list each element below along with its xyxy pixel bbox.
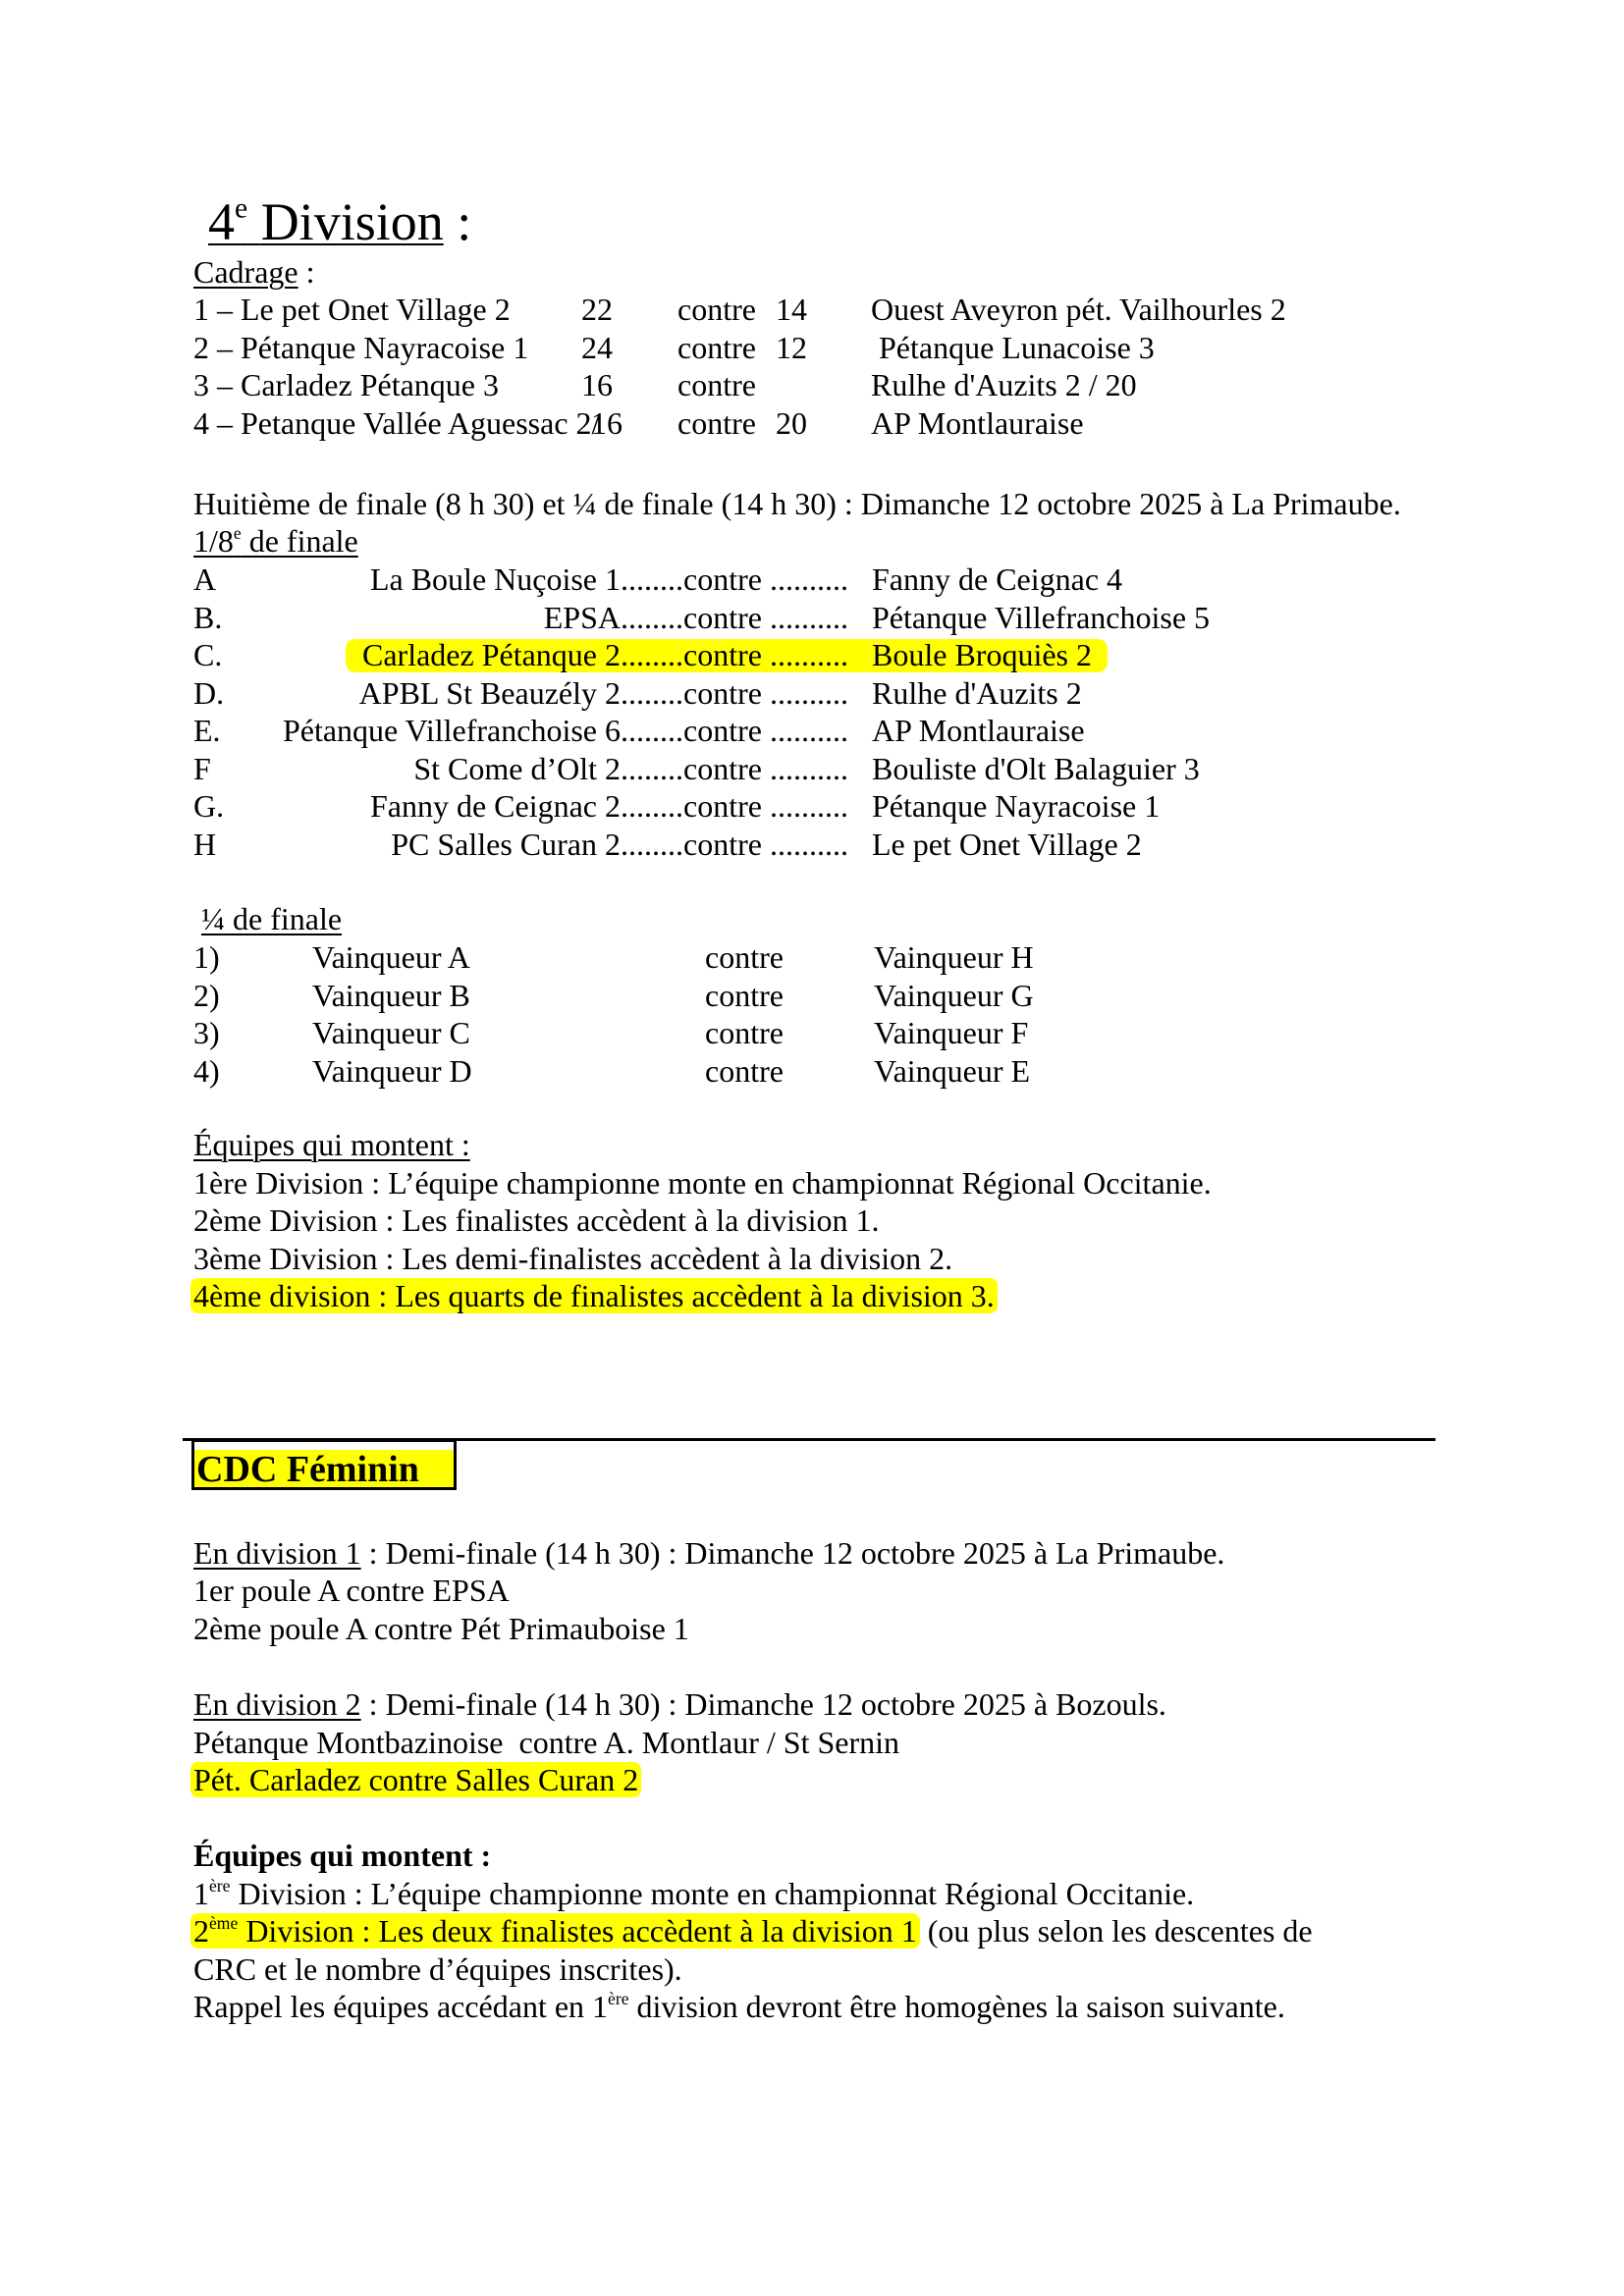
- cdc-promotion-label: Équipes qui montent :: [193, 1838, 492, 1873]
- cadrage-score: 16: [591, 404, 623, 441]
- cdc-div1-label: En division 1: [193, 1535, 361, 1571]
- cadrage-opponent: AP Montlauraise: [871, 404, 1084, 441]
- cdc-title: CDC Féminin: [194, 1450, 454, 1487]
- quarter-row: [0, 977, 1624, 1014]
- quarter-row: [0, 1014, 1624, 1051]
- title-word: Division: [260, 192, 444, 251]
- quarter-opponent: Vainqueur G: [874, 977, 1034, 1013]
- cdc-line2-num: 2: [193, 1913, 209, 1949]
- quarter-vs: contre: [705, 1015, 784, 1050]
- quarter-team: Vainqueur A: [312, 939, 470, 975]
- eighth-opponent: Rulhe d'Auzits 2: [872, 674, 1082, 711]
- quarter-team: Vainqueur D: [312, 1052, 472, 1089]
- cadrage-team: 4 – Petanque Vallée Aguessac 2/: [193, 404, 601, 441]
- eighth-separator: ........contre ..........: [621, 826, 848, 862]
- eighth-row: [0, 787, 1624, 825]
- quarter-team: Vainqueur B: [312, 977, 470, 1013]
- eighth-opponent: Le pet Onet Village 2: [872, 826, 1142, 862]
- cadrage-team: 3 – Carladez Pétanque 3: [193, 367, 499, 402]
- cdc-line1-rest: Division : L’équipe championne monte en championnat Régional Occitanie.: [230, 1876, 1195, 1911]
- quarter-vs: contre: [705, 1052, 784, 1089]
- eighth-label-sup: e: [233, 522, 242, 543]
- quarter-opponent: Vainqueur H: [874, 939, 1034, 975]
- quarter-number: 1): [193, 939, 220, 975]
- cadrage-score-2: 20: [776, 404, 807, 441]
- cdc-line4-pre: Rappel les équipes accédant en 1: [193, 1989, 609, 2024]
- promotion-line-1: 1ère Division : L’équipe championne monte en championnat Régional Occitanie.: [193, 1165, 1212, 1201]
- cdc-promotion-line-1: [193, 1875, 1194, 1912]
- cadrage-team: 2 – Pétanque Nayracoise 1: [193, 329, 529, 365]
- eighth-opponent: Boule Broquiès 2: [872, 637, 1092, 672]
- eighth-separator: ........contre ..........: [621, 788, 848, 824]
- quarter-opponent: Vainqueur E: [874, 1052, 1031, 1089]
- eighth-row: [0, 561, 1624, 598]
- quarter-number: 3): [193, 1015, 220, 1050]
- promotion-label-text: Équipes qui montent :: [193, 1127, 470, 1162]
- quarter-label-text: ¼ de finale: [201, 901, 343, 936]
- promotion-label: [193, 1126, 470, 1163]
- cadrage-vs: contre: [677, 404, 756, 441]
- page-title: [208, 192, 471, 251]
- cdc-div2-match-2: [193, 1761, 641, 1798]
- cadrage-vs: contre: [677, 292, 756, 327]
- cadrage-label: [193, 253, 315, 291]
- eighth-opponent: Pétanque Nayracoise 1: [872, 788, 1161, 824]
- cadrage-opponent: Rulhe d'Auzits 2 / 20: [871, 367, 1137, 402]
- promotion-line-4-highlight: 4ème division : Les quarts de finalistes accèdent à la division 3.: [190, 1278, 998, 1313]
- quarter-team: Vainqueur C: [312, 1015, 470, 1050]
- cdc-div2-match-2-highlight: Pét. Carladez contre Salles Curan 2: [190, 1762, 641, 1797]
- cdc-div1-line: [193, 1534, 1224, 1572]
- cadrage-colon: :: [298, 254, 315, 290]
- title-number: 4: [208, 192, 235, 251]
- cadrage-score: 22: [581, 292, 613, 327]
- cdc-div1-match-1: 1er poule A contre EPSA: [193, 1573, 510, 1608]
- eighth-team: Fanny de Ceignac 2: [369, 788, 621, 824]
- eighth-opponent: Bouliste d'Olt Balaguier 3: [872, 750, 1200, 786]
- cdc-promotion-line-4: [193, 1988, 1285, 2025]
- cadrage-row: [0, 291, 1624, 328]
- cdc-div2-match-1: [193, 1724, 899, 1761]
- eighth-opponent: Pétanque Villefranchoise 5: [872, 599, 1211, 635]
- cadrage-vs: contre: [677, 329, 756, 365]
- eighth-finals-label: [193, 522, 358, 560]
- quarter-number: 2): [193, 977, 220, 1013]
- title-colon: :: [443, 192, 472, 251]
- title-underlined: [208, 192, 444, 251]
- eighth-team: APBL St Beauzély 2: [358, 674, 621, 711]
- eighth-letter: A: [193, 561, 217, 597]
- eighth-letter: C.: [193, 637, 223, 672]
- eighth-team: EPSA: [543, 599, 621, 635]
- cadrage-score-2: 14: [776, 292, 807, 327]
- cadrage-row: [0, 329, 1624, 366]
- eighth-letter: D.: [193, 674, 225, 711]
- eighth-letter: B.: [193, 599, 223, 635]
- eighth-row: [0, 674, 1624, 712]
- promotion-line-4: [193, 1277, 998, 1314]
- eighth-separator: ........contre ..........: [621, 561, 848, 597]
- cadrage-opponent: Pétanque Lunacoise 3: [871, 329, 1155, 365]
- quarter-vs: contre: [705, 977, 784, 1013]
- cadrage-team: 1 – Le pet Onet Village 2: [193, 292, 511, 327]
- eighth-row: [0, 750, 1624, 787]
- eighth-separator: ........contre ..........: [621, 713, 848, 748]
- eighth-team: Pétanque Villefranchoise 6: [282, 713, 621, 748]
- eighth-label-underlined: [193, 523, 358, 559]
- schedule-line: Huitième de finale (8 h 30) et ¼ de finale (14 h 30) : Dimanche 12 octobre 2025 à La Primaube.: [193, 486, 1401, 521]
- eighth-separator: ........contre ..........: [621, 674, 848, 711]
- cadrage-vs: contre: [677, 367, 756, 402]
- promotion-line-3: 3ème Division : Les demi-finalistes accèdent à la division 2.: [193, 1241, 953, 1276]
- cadrage-row: [0, 404, 1624, 442]
- cadrage-score: 16: [581, 367, 613, 402]
- cdc-line1-sup: ère: [209, 1875, 231, 1896]
- eighth-opponent: Fanny de Ceignac 4: [872, 561, 1123, 597]
- cdc-div1-rest: : Demi-finale (14 h 30) : Dimanche 12 octobre 2025 à La Primaube.: [360, 1535, 1225, 1571]
- cdc-div2-rest: : Demi-finale (14 h 30) : Dimanche 12 octobre 2025 à Bozouls.: [360, 1686, 1166, 1722]
- title-sup: e: [235, 192, 248, 225]
- eighth-row: [0, 636, 1624, 673]
- eighth-label-prefix: 1/8: [193, 523, 234, 559]
- cdc-promotion-line-2: [193, 1912, 1313, 1949]
- eighth-team: La Boule Nuçoise 1: [369, 561, 621, 597]
- cadrage-opponent: Ouest Aveyron pét. Vailhourles 2: [871, 292, 1286, 327]
- cdc-line2-hl-text: Division : Les deux finalistes accèdent à la division 1: [238, 1913, 917, 1949]
- eighth-team: PC Salles Curan 2: [391, 826, 621, 862]
- quarter-finals-label: [201, 900, 342, 937]
- cdc-promotion-line-3: CRC et le nombre d’équipes inscrites).: [193, 1951, 682, 1987]
- cadrage-score: 24: [581, 329, 613, 365]
- eighth-letter: E.: [193, 713, 221, 748]
- cdc-title-box: [191, 1439, 457, 1490]
- eighth-separator: ........contre ..........: [621, 750, 848, 786]
- cdc-line2-sup: ème: [209, 1912, 239, 1933]
- cdc-div2-line: [193, 1685, 1166, 1723]
- eighth-opponent: AP Montlauraise: [872, 713, 1085, 748]
- cdc-line2-rest: (ou plus selon les descentes de: [919, 1913, 1313, 1949]
- cdc-div2-match-1-text: Pétanque Montbazinoise contre A. Montlaur / St Sernin: [193, 1725, 899, 1760]
- cadrage-label-text: Cadrage: [193, 254, 298, 290]
- quarter-row: [0, 1052, 1624, 1090]
- cadrage-score-2: 12: [776, 329, 807, 365]
- eighth-letter: F: [193, 750, 211, 786]
- eighth-row: [0, 599, 1624, 636]
- eighth-letter: H: [193, 826, 217, 862]
- cdc-div1-match-2: 2ème poule A contre Pét Primauboise 1: [193, 1611, 689, 1646]
- cdc-line1-num: 1: [193, 1876, 209, 1911]
- cdc-line4-rest: division devront être homogènes la saison suivante.: [628, 1989, 1285, 2024]
- cadrage-row: [0, 366, 1624, 403]
- eighth-label-suffix: de finale: [241, 523, 358, 559]
- quarter-number: 4): [193, 1052, 220, 1089]
- cdc-line2-highlight: [190, 1913, 920, 1949]
- cdc-line4-sup: ère: [608, 1988, 629, 2008]
- quarter-row: [0, 938, 1624, 976]
- quarter-opponent: Vainqueur F: [874, 1015, 1029, 1050]
- cdc-div2-label: En division 2: [193, 1686, 361, 1722]
- eighth-row: [0, 712, 1624, 749]
- eighth-row: [0, 826, 1624, 863]
- eighth-team: Carladez Pétanque 2: [362, 637, 621, 672]
- eighth-letter: G.: [193, 788, 225, 824]
- promotion-line-2: 2ème Division : Les finalistes accèdent à la division 1.: [193, 1202, 880, 1238]
- eighth-team: St Come d’Olt 2: [413, 750, 621, 786]
- quarter-vs: contre: [705, 939, 784, 975]
- eighth-separator: ........contre ..........: [621, 599, 848, 635]
- eighth-separator: ........contre ..........: [621, 637, 848, 672]
